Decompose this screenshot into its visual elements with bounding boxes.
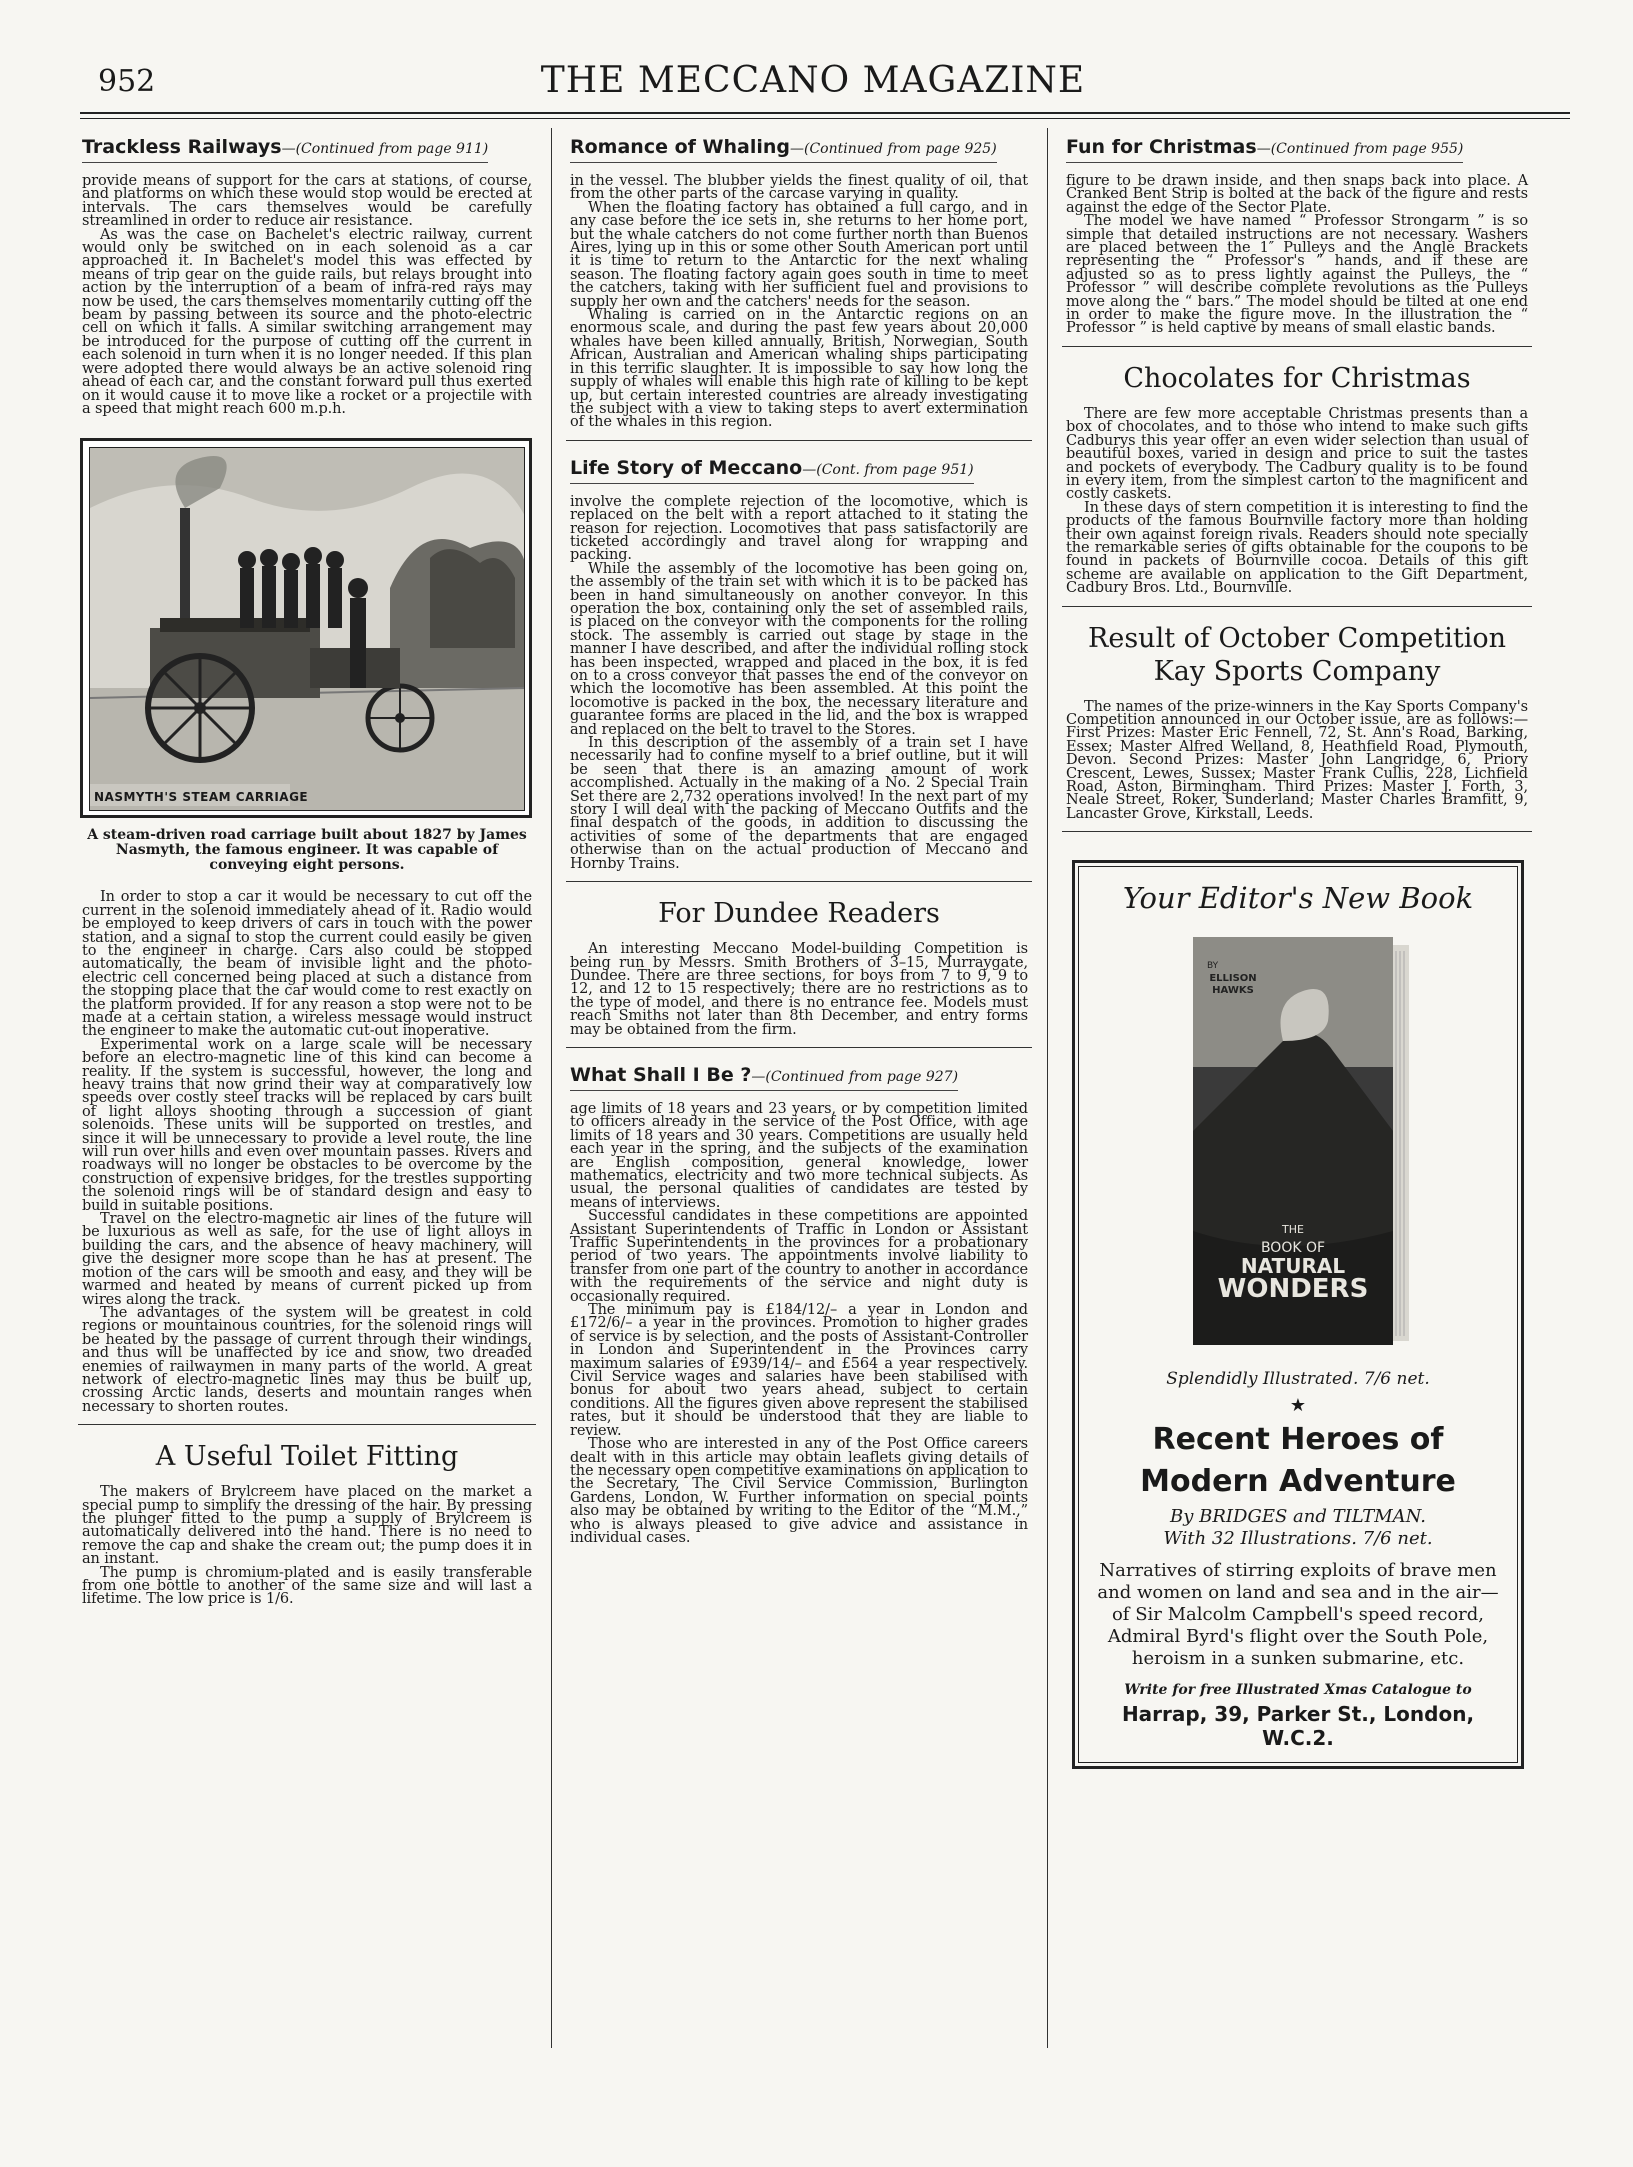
book2-title-line1: Recent Heroes of [1152, 1422, 1444, 1458]
book-author-by: BY [1207, 961, 1219, 972]
section-rule [1062, 346, 1532, 347]
column-left [78, 130, 536, 1607]
article-body [570, 1100, 1028, 1546]
paragraph: As was the case on Bachelet's electric railway, current would only be switched on in each solenoid as a car approached it. In Bachelet's model this was effected by means of trip gear on the guide rails, but relays brought into action by the interruption of a beam of infra-red rays may now be used, the cars themselves momentarily cutting off the beam by passing between its source and the photo-electric cell on which it falls. A similar switching arrangement may be introduced for the purpose of cutting off the current in each solenoid in turn when it is no longer needed. If this plan were adopted there would always be an active solenoid ring ahead of each car, and the constant forward pull thus exerted on it would cause it to move like a rocket or a projectile with a speed that might reach 600 m.p.h. [82, 226, 532, 417]
section-rule [1062, 606, 1532, 607]
article-subheading: Kay Sports Company [1153, 655, 1441, 687]
paragraph: When the floating factory has obtained a full cargo, and in any case before the ice sets in, she returns to her home port, but the whale catchers do not come further north than Buenos Aires, lying up in this or some other South American port until it is time to return to the Antarctic for the next whaling season. The floating factory again goes south in time to meet the catchers, taking with her sufficient fuel and provisions to supply her own and the catchers' needs for the season. [570, 199, 1028, 310]
article-body [570, 175, 1028, 430]
header-rule-thin [80, 118, 1570, 119]
column-middle [566, 130, 1032, 1545]
paragraph: age limits of 18 years and 23 years, or by competition limited to officers already in the service of the Post Office, with age limits of 18 years and 30 years. Competitions are usually held each year in the spring, and the subjects of the examination are English composition, general knowledge, lower mathematics, electricity and two more technical subjects. As usual, the personal qualities of candidates are tested by means of interviews. [570, 1100, 1028, 1211]
column-right [1062, 130, 1532, 1769]
paragraph: Successful candidates in these competitions are appointed Assistant Superintendents of Traffic in London or Assistant Traffic Superintendents in the provinces for a probationary period of two years. The appointments involve liability to transfer from one part of the country to another in accordance with the requirements of the service and night duty is occasionally required. [570, 1208, 1028, 1305]
paragraph: There are few more acceptable Christmas presents than a box of chocolates, and to those who intend to make such gifts Cadburys this year offer an even wider selection than usual of beautiful boxes, varied in design and price to suit the tastes and pockets of everybody. The Cadbury quality is to be found in every item, from the simplest carton to the magnificent and costly caskets. [1066, 405, 1528, 503]
star-icon: ★ [1289, 1395, 1307, 1417]
book2-illustrations: With 32 Illustrations. 7/6 net. [1163, 1528, 1433, 1550]
paragraph: Those who are interested in any of the Post Office careers dealt with in this article may obtain leaflets giving details of the necessary open competitive examinations on application to the Secretary, The Civil Service Commission, Burlington Gardens, London, W. Further information on special points also may be obtained by writing to the Editor of the “M.M.,” who is always pleased to give advice and assistance in individual cases. [570, 1436, 1028, 1546]
article-heading: Trackless Railways—(Continued from page 911) [82, 136, 488, 163]
section-rule [566, 881, 1032, 882]
page-number: 952 [98, 64, 156, 99]
section-rule [566, 440, 1032, 441]
steam-carriage-illustration [80, 438, 532, 818]
section-rule [78, 1424, 536, 1425]
paragraph: The model we have named “ Professor Strongarm ” is so simple that detailed instructions are not necessary. Washers are placed between the 1″ Pulleys and the Angle Brackets representing the “ Professor's ” hands, and if these are adjusted so as to press lightly against the Pulleys, the “ Professor ” will describe complete revolutions as the Pulleys move along the “ bars.” The model should be tilted at one end in order to make the figure move. In the illustration the “ Professor ” is held captive by means of small elastic bands. [1066, 213, 1528, 337]
magazine-title: THE MECCANO MAGAZINE [540, 60, 1086, 101]
article-body [1066, 698, 1528, 822]
paragraph: The names of the prize-winners in the Kay Sports Company's Competition announced in our October issue, are as follows:—First Prizes: Master Eric Fennell, 72, St. Ann's Road, Barking, Essex; Master Alfred Welland, 8, Heathfield Road, Plymouth, Devon. Second Prizes: Master John Langridge, 6, Priory Crescent, Lewes, Sussex; Master Frank Cullis, 228, Lichfield Road, Aston, Birmingham. Third Prizes: Master J. Forth, 3, Neale Street, Roker, Sunderland; Master Charles Bramfitt, 9, Lancaster Grove, Kirkstall, Leeds. [1066, 698, 1528, 822]
paragraph: The advantages of the system will be greatest in cold regions or mountainous countries, for the solenoid rings will be heated by the passage of current through their windings, and thus will be unaffected by ice and snow, two dreaded enemies of railwaymen in many parts of the world. A great network of electro-magnetic lines may thus be built up, crossing Arctic lands, deserts and mountain ranges when necessary to shorten routes. [82, 1304, 532, 1415]
paragraph: The makers of Brylcreem have placed on the market a special pump to simplify the dressing of the hair. By pressing the plunger fitted to the pump a supply of Brylcreem is automatically delivered into the hand. There is no need to remove the cap and shake the cream out; the pump does it in an instant. [82, 1484, 532, 1568]
article-heading: Life Story of Meccano—(Cont. from page 951) [570, 457, 974, 484]
paragraph: An interesting Meccano Model-building Competition is being run by Messrs. Smith Brothers of 3–15, Murraygate, Dundee. There are three sections, for boys from 7 to 9, 9 to 12, and 12 to 15 respectively; there are no restrictions as to the type of model, and there is no entrance fee. Models must reach Smiths not later than 8th December, and entry forms may be obtained from the firm. [570, 941, 1028, 1038]
paragraph: The pump is chromium-plated and is easily transferable from one bottle to another of the same size and will last a lifetime. The low price is 1/6. [82, 1564, 532, 1607]
paragraph: In these days of stern competition it is interesting to find the products of the famous Bournville factory more than holding their own against foreign rivals. Readers should note specially the remarkable series of gifts obtainable for the coupons to be found in packets of Bournville cocoa. Details of this gift scheme are available on application to the Gift Department, Cadbury Bros. Ltd., Bournville. [1066, 499, 1528, 597]
book-author: ELLISON HAWKS [1209, 973, 1257, 997]
book-cover-illustration [1183, 931, 1413, 1351]
paragraph: In order to stop a car it would be necessary to cut off the current in the solenoid immediately ahead of it. Radio would be employed to keep drivers of cars in touch with the power station, and a signal to stop the current could easily be given to the engineer in charge. Cars also could be stopped automatically, the beam of invisible light and the photo-electric cell concerned being placed at such a distance from the stopping place that the car would come to rest exactly on the platform provided. If for any reason a stop were not to be made at a certain station, a wireless message would instruct the engineer to make the automatic cut-out inoperative. [82, 889, 532, 1040]
paragraph: in the vessel. The blubber yields the finest quality of oil, that from the other parts of the carcase varying in quality. [570, 173, 1028, 203]
column-divider [1047, 128, 1048, 2048]
paragraph: Experimental work on a large scale will be necessary before an electro-magnetic line of this kind can become a reality. If the system is successful, however, the long and heavy trains that now grind their way at comparatively low speeds over costly steel tracks will be replaced by cars built of light alloys shooting through a succession of giant solenoids. These units will be supported on trestles, and since it will be unnecessary to provide a level route, the line will run over hills and even over mountain passes. Rivers and roadways will no longer be obstacles to be overcome by the construction of expensive bridges, for the trestles supporting the solenoid rings will be of standard design and easy to build in suitable positions. [82, 1036, 532, 1214]
ad-subtitle: Splendidly Illustrated. 7/6 net. [1166, 1369, 1430, 1390]
paragraph: figure to be drawn inside, and then snaps back into place. A Cranked Bent Strip is bolted at the back of the figure and rests against the edge of the Sector Plate. [1066, 173, 1528, 216]
article-heading: Result of October Competition [1088, 622, 1506, 654]
column-divider [551, 128, 552, 2048]
article-heading: A Useful Toilet Fitting [155, 1441, 459, 1473]
article-heading: What Shall I Be ?—(Continued from page 927) [570, 1064, 958, 1091]
section-rule [566, 1047, 1032, 1048]
paragraph: Whaling is carried on in the Antarctic regions on an enormous scale, and during the past few years about 20,000 whales have been killed annually, British, Norwegian, South African, Australian and American whaling ships participating in this terrific slaughter. It is impossible to say how long the supply of whales will enable this high rate of killing to be kept up, but certain interested countries are already investigating the subject with a view to taking steps to avert extermination of the whales in this region. [570, 307, 1028, 431]
article-body [570, 943, 1028, 1037]
book-title-the: THE [1282, 1223, 1304, 1237]
paragraph: The minimum pay is £184/12/– a year in London and £172/6/– a year in the provinces. Promotion to higher grades of service is by selection, and the posts of Assistant-Controller in London and Superintendent in the Provinces carry maximum salaries of £939/14/– and £564 a year respectively. Civil Service wages and salaries have been stabilised with bonus for about two years ahead, subject to certain conditions. All the figures given above represent the stabilised rates, but it should be understood that they are liable to review. [570, 1302, 1028, 1439]
book-title-wonders: WONDERS [1217, 1274, 1369, 1305]
ad-catalogue-note: Write for free Illustrated Xmas Catalogue to [1124, 1682, 1472, 1699]
article-heading: Chocolates for Christmas [1123, 362, 1471, 394]
ad-address: Harrap, 39, Parker St., London, W.C.2. [1121, 1702, 1475, 1751]
book2-authors: By BRIDGES and TILTMAN. [1170, 1506, 1426, 1528]
ad-title: Your Editor's New Book [1122, 881, 1474, 916]
paragraph: provide means of support for the cars at stations, of course, and platforms on which these would stop would be erected at intervals. The cars themselves would be carefully streamlined in order to reduce air resistance. [82, 173, 532, 230]
article-body [570, 493, 1028, 872]
book-title-of: BOOK OF [1260, 1240, 1326, 1257]
book2-description: Narratives of stirring exploits of brave men and women on land and sea and in the air—of Sir Malcolm Campbell's speed record, Admiral Byrd's flight over the South Pole, heroism in a sunken submarine, etc. [1097, 1560, 1499, 1670]
article-heading: For Dundee Readers [658, 898, 940, 930]
book-title-natural: NATURAL [1240, 1254, 1346, 1279]
paragraph: While the assembly of the locomotive has been going on, the assembly of the train set with which it is to be packed has been in hand simultaneously on another conveyor. In this operation the box, containing only the set of assembled rails, is placed on the conveyor with the components for the rolling stock. The assembly is carried out stage by stage in the manner I have described, and after the individual rolling stock has been inspected, wrapped and placed in the box, it is fed on to a cross conveyor that passes the end of the conveyor on which the locomotive has been assembled. At this point the locomotive is packed in the box, the necessary literature and guarantee forms are placed in the lid, and the box is wrapped and replaced on the belt to travel to the Stores. [570, 560, 1028, 738]
book-advertisement [1072, 860, 1524, 1769]
article-body [1066, 405, 1528, 597]
section-rule [1062, 831, 1532, 832]
illustration-caption: A steam-driven road carriage built about 1827 by James Nasmyth, the famous engineer. It was capable of conveying eight persons. [87, 827, 527, 874]
article-heading: Fun for Christmas—(Continued from page 955) [1066, 136, 1463, 163]
page-header [98, 60, 1528, 110]
article-body [82, 175, 532, 416]
paragraph: In this description of the assembly of a train set I have necessarily had to confine myself to a brief outline, but it will be seen that there is an amazing amount of work accomplished. Actually in the making of a No. 2 Special Train Set there are 2,732 operations involved! In the next part of my story I will deal with the packing of Meccano Outfits and the final despatch of the goods, in addition to discussing the activities of some of the departments that are engaged otherwise than on the actual production of Meccano and Hornby Trains. [570, 735, 1028, 872]
header-rule [80, 112, 1570, 114]
paragraph: Travel on the electro-magnetic air lines of the future will be luxurious as well as safe, for the use of light alloys in building the cars, and the absence of heavy machinery, will give the designer more scope than he has at present. The motion of the cars will be smooth and easy, and they will be warmed and heated by means of current picked up from wires along the track. [82, 1211, 532, 1308]
paragraph: involve the complete rejection of the locomotive, which is replaced on the belt with a report attached to it stating the reason for rejection. Locomotives that pass satisfactorily are ticketed accordingly and travel along for wrapping and packing. [570, 493, 1028, 564]
article-body [1066, 175, 1528, 336]
book2-title-line2: Modern Adventure [1140, 1464, 1456, 1500]
article-heading: Romance of Whaling—(Continued from page 925) [570, 136, 997, 163]
illustration-label: NASMYTH'S STEAM CARRIAGE [94, 790, 309, 805]
article-body [82, 1486, 532, 1607]
article-body [82, 891, 532, 1414]
